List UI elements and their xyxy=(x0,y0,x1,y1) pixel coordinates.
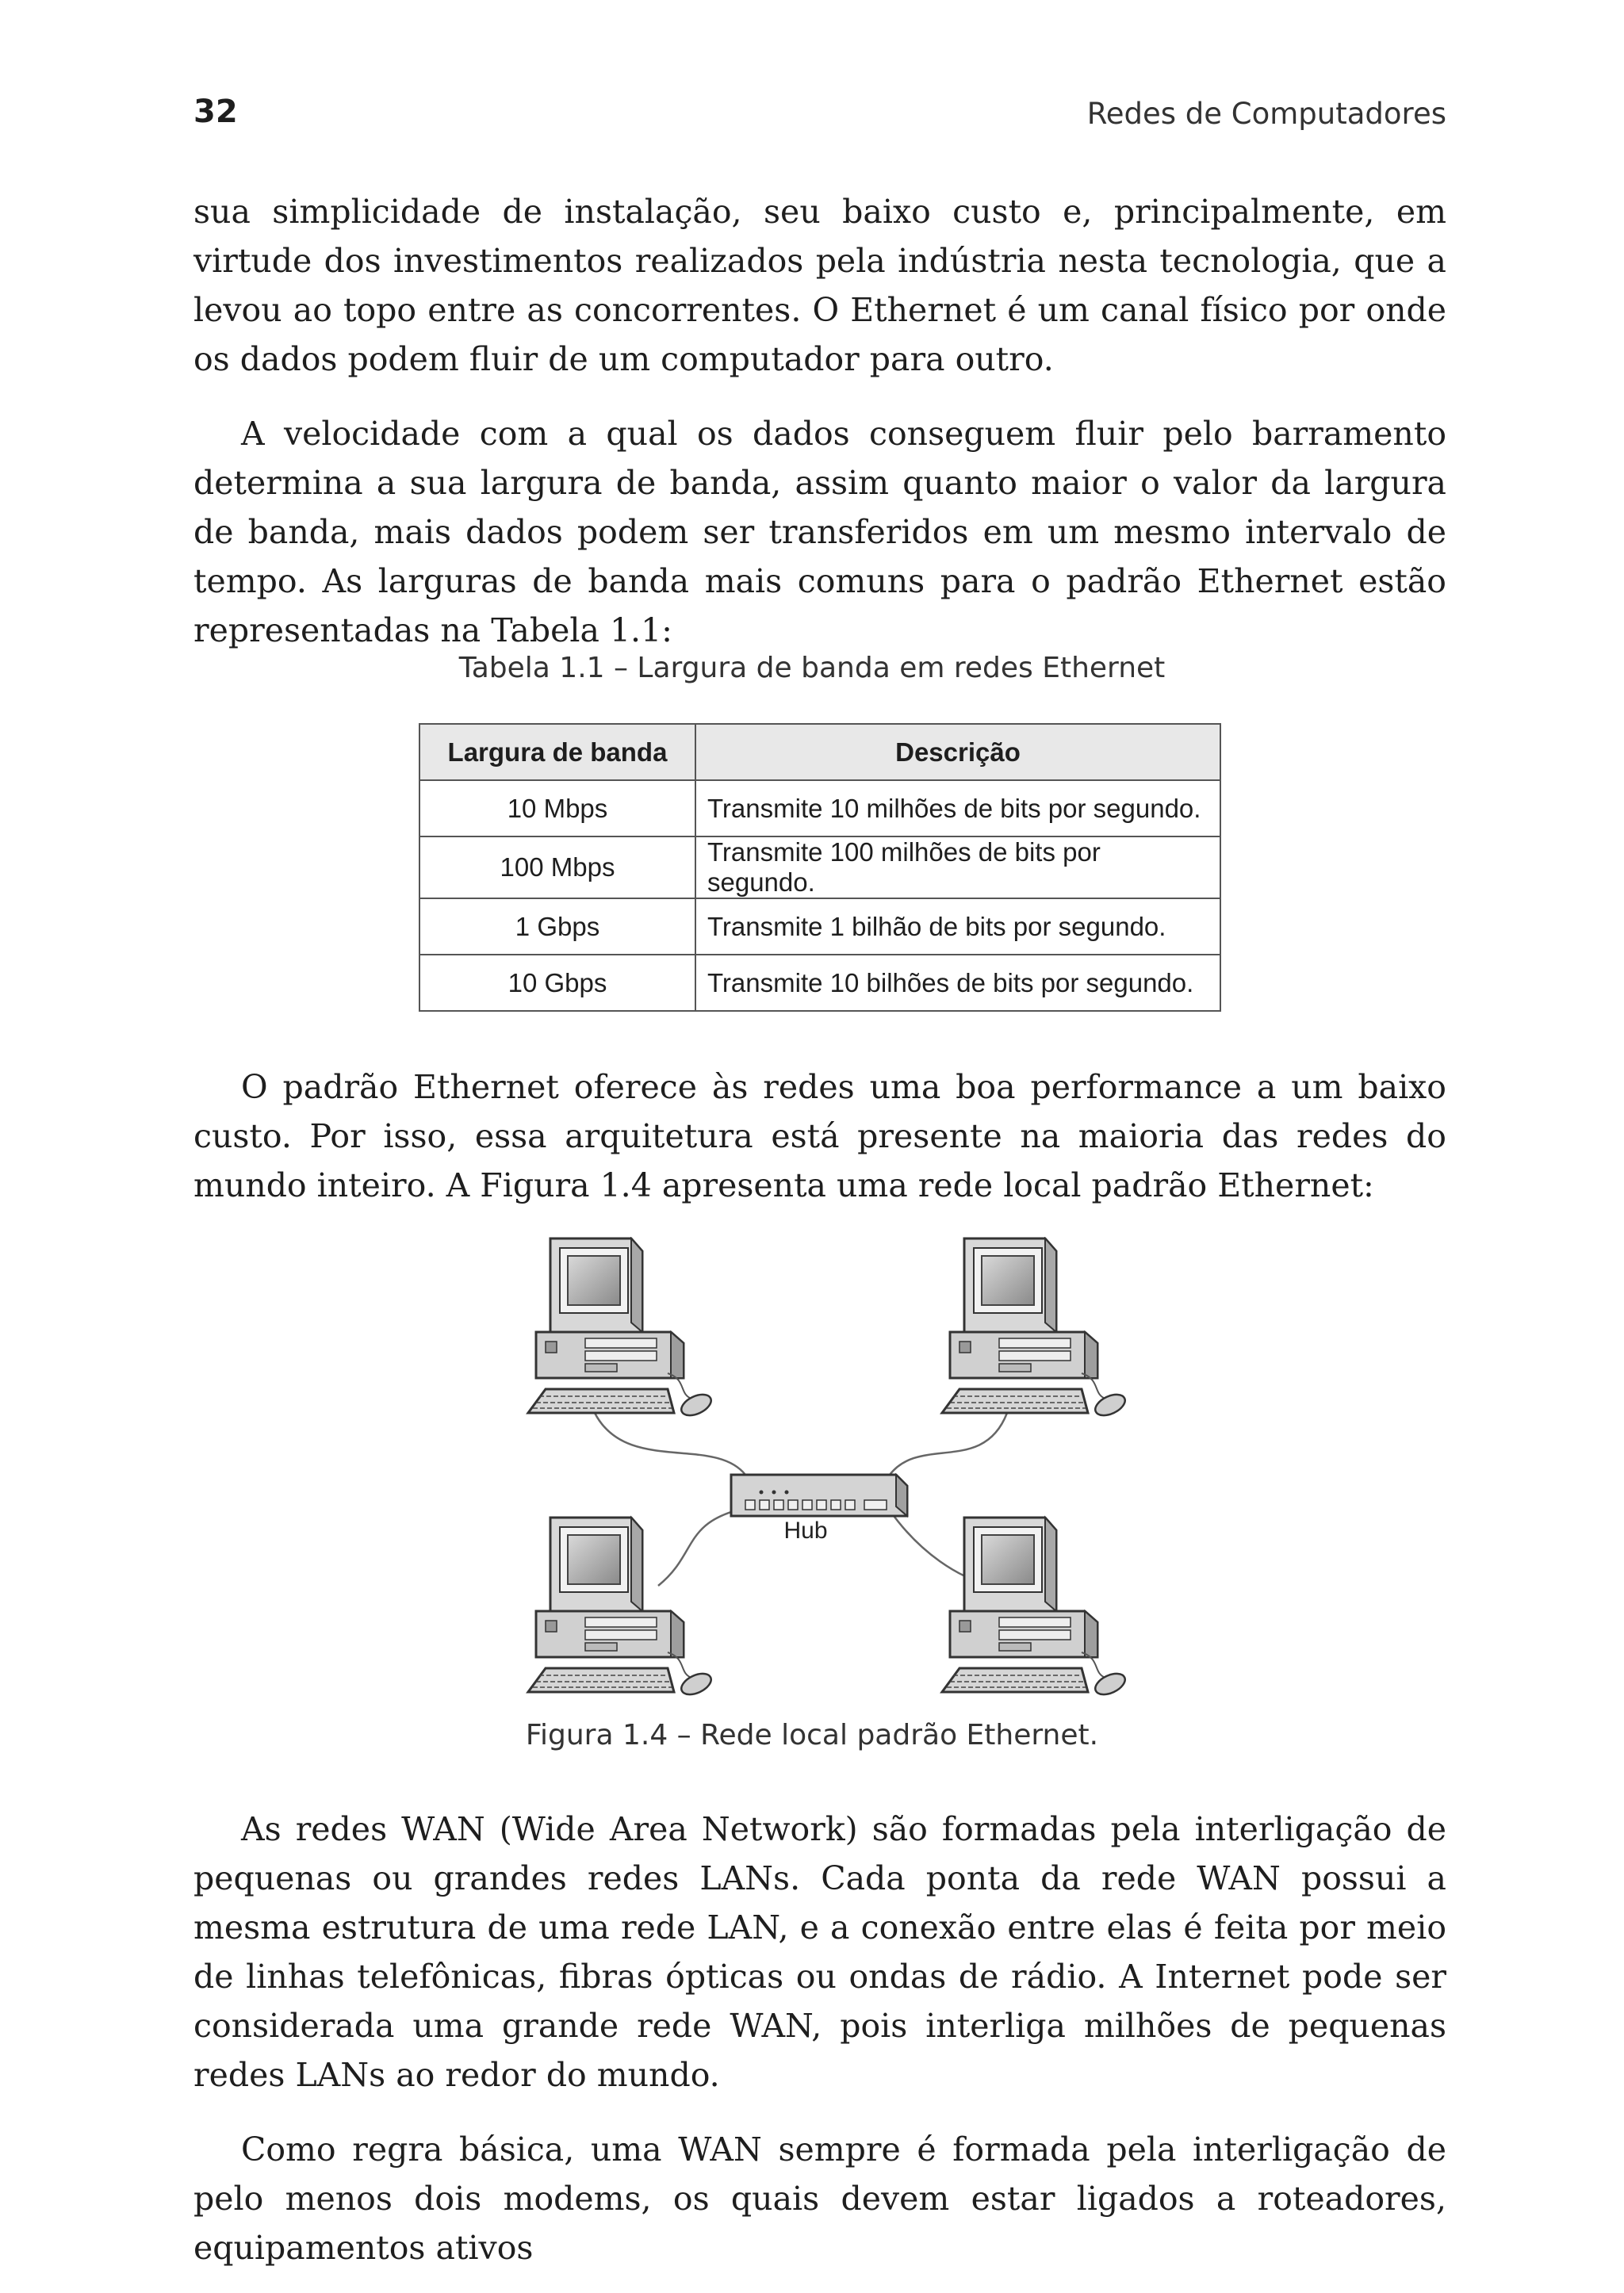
computer-icon xyxy=(528,1238,714,1419)
table-row xyxy=(419,836,1220,898)
table-cell: Transmite 10 bilhões de bits por segundo. xyxy=(695,955,1220,1011)
network-cable xyxy=(658,1508,745,1586)
table-cell: 10 Mbps xyxy=(419,780,695,836)
page-number: 32 xyxy=(193,94,238,130)
table-cell: Transmite 10 milhões de bits por segundo. xyxy=(695,780,1220,836)
paragraph-4: As redes WAN (Wide Area Network) são formadas pela interligação de pequenas ou grandes redes LANs. Cada ponta da rede WAN possui a mesma estrutura de uma rede LAN, e a conexão entre elas é feita por meio de linhas telefônicas, fibras ópticas ou ondas de rádio. A Internet pode ser considerada uma grande rede WAN, pois interliga milhões de pequenas redes LANs ao redor do mundo. xyxy=(193,1810,1446,2094)
table-header-cell: Descrição xyxy=(695,724,1220,780)
paragraph-3: O padrão Ethernet oferece às redes uma boa performance a um baixo custo. Por isso, essa arquitetura está presente na maioria das redes do mundo inteiro. A Figura 1.4 apresenta uma rede local padrão Ethernet: xyxy=(193,1068,1446,1204)
table-header-cell: Largura de banda xyxy=(419,724,695,780)
table-caption: Tabela 1.1 – Largura de banda em redes Ethernet xyxy=(458,652,1166,684)
paragraph-2: A velocidade com a qual os dados conseguem fluir pelo barramento determina a sua largura de banda, assim quanto maior o valor da largura de banda, mais dados podem ser transferidos em um mesmo intervalo de tempo. As larguras de banda mais comuns para o padrão Ethernet estão representadas na Tabela 1.1: xyxy=(193,415,1446,649)
hub-icon xyxy=(731,1475,907,1516)
running-head xyxy=(193,94,1446,141)
ethernet-lan-figure xyxy=(508,1237,1126,1697)
hub-label: Hub xyxy=(783,1518,828,1544)
table-header-row xyxy=(419,724,1220,780)
text-block-2 xyxy=(193,1062,1446,1210)
computer-icon xyxy=(528,1518,714,1697)
book-title: Redes de Computadores xyxy=(1086,97,1446,131)
computer-icon xyxy=(942,1518,1126,1697)
table-cell: Transmite 1 bilhão de bits por segundo. xyxy=(695,898,1220,955)
figure-caption: Figura 1.4 – Rede local padrão Ethernet. xyxy=(525,1719,1099,1751)
table-row xyxy=(419,898,1220,955)
paragraph-1: sua simplicidade de instalação, seu baixo custo e, principalmente, em virtude dos investimentos realizados pela indústria nesta tecnologia, que a levou ao topo entre as concorrentes. O Ethernet é um canal físico por onde os dados podem fluir de um computador para outro. xyxy=(193,193,1446,378)
table-row xyxy=(419,955,1220,1011)
network-cable xyxy=(890,1413,1007,1475)
table-cell: 100 Mbps xyxy=(419,836,695,898)
bandwidth-table xyxy=(419,723,1221,1012)
computer-icon xyxy=(942,1238,1126,1419)
paragraph-5: Como regra básica, uma WAN sempre é formada pela interligação de pelo menos dois modems, os quais devem estar ligados a roteadores, equipamentos ativos xyxy=(193,2130,1446,2267)
table-cell: 10 Gbps xyxy=(419,955,695,1011)
table-cell: Transmite 100 milhões de bits por segundo. xyxy=(695,836,1220,898)
text-block-3 xyxy=(193,1805,1446,2272)
table-cell: 1 Gbps xyxy=(419,898,695,955)
table-row xyxy=(419,780,1220,836)
network-cable xyxy=(595,1413,745,1475)
text-block-1 xyxy=(193,187,1446,655)
